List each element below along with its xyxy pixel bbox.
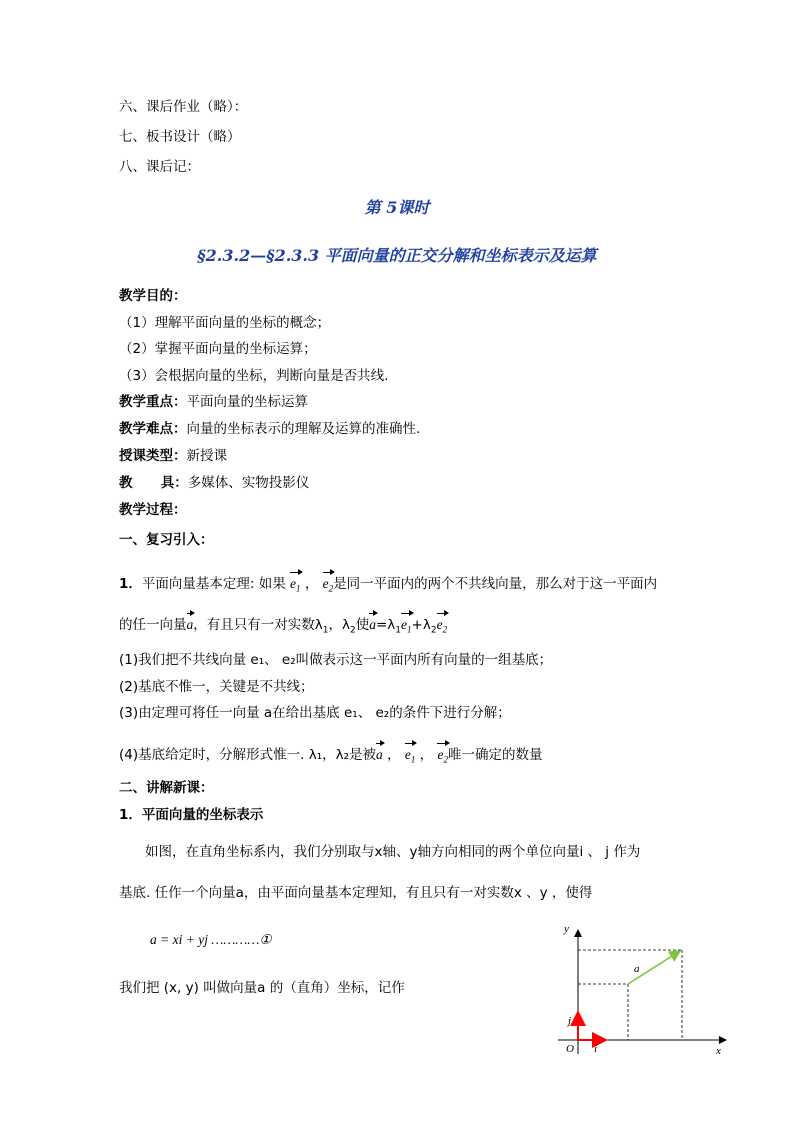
type-label: 授课类型： (119, 448, 187, 464)
paragraph-2: 基底. 任作一个向量a，由平面向量基本定理知，有且只有一对实数x 、y ，使得 (119, 885, 593, 901)
note-4-vector-a: a (376, 742, 383, 764)
lesson-title: 第 5课时 (364, 198, 430, 217)
new-lesson-heading: 二、讲解新课： (119, 780, 214, 796)
board-design-line: 七、板书设计（略） (119, 129, 241, 145)
difficult-line (119, 420, 420, 438)
objective-3: （3）会根据向量的坐标，判断向量是否共线. (119, 368, 389, 384)
theorem-mid: 是同一平面内的两个不共线向量，那么对于这一平面内 (333, 576, 658, 592)
vector-e1-eq: $e_1$ (401, 612, 412, 639)
formula-1: a = xi + yj …………① (150, 932, 272, 947)
theorem-line-2: 的任一向量a，有且只有一对实数$\lambda_1$，$\lambda_2$使$a=\lambda_1e_1+\lambda_2e_2$ (119, 612, 447, 640)
theorem-number: 1． (119, 576, 142, 592)
theorem-line2-lead: 的任一向量 (119, 617, 187, 633)
note-4-tail: 唯一确定的数量 (447, 747, 543, 763)
vector-e2-eq: $e_2$ (437, 612, 448, 639)
type-line (119, 447, 227, 465)
lesson-subtitle: §2.3.2—§2.3.3 平面向量的正交分解和坐标表示及运算 (197, 246, 597, 265)
vector-e1: $e_1$ (290, 571, 301, 598)
review-heading: 一、复习引入： (119, 532, 214, 548)
after-class-line: 八、课后记： (119, 159, 200, 175)
theorem-line-1: 1．平面向量基本定理: 如果 $e_1$ ， $e_2$是同一平面内的两个不共线向量，那么对于这一平面内 (119, 571, 657, 598)
a-label: a (634, 963, 640, 975)
note-4: (4)基底给定时，分解形式惟一. λ₁，λ₂是被a ， $e_1$ ， $e_2$唯一确定的数量 (119, 742, 542, 769)
note-3: (3)由定理可将任一向量 a在给出基底 e₁、 e₂的条件下进行分解； (119, 705, 511, 721)
coordinate-figure (548, 920, 748, 1060)
tools-label: 教 具： (119, 475, 188, 491)
note-4-vector-e1: $e_1$ (405, 742, 416, 769)
tools-text: 多媒体、实物投影仪 (187, 475, 310, 491)
paragraph-1: 如图，在直角坐标系内，我们分别取与x轴、y轴方向相同的两个单位向量i 、 j 作为 (145, 844, 641, 860)
y-axis-label: y (564, 923, 569, 935)
note-4-lead: (4)基底给定时，分解形式惟一. λ₁，λ₂是被 (119, 747, 377, 763)
vector-e2: $e_2$ (323, 571, 334, 598)
process-label: 教学过程： (119, 502, 187, 518)
x-axis-label: x (716, 1045, 721, 1057)
vector-a-eq: a (369, 612, 376, 634)
objective-1: （1）理解平面向量的坐标的概念； (119, 315, 331, 331)
vector-a: a (187, 612, 194, 634)
theorem-line2-mid2: ，λ (328, 617, 350, 633)
key-points-label: 教学重点： (119, 394, 187, 410)
paragraph-3: 我们把 (x, y) 叫做向量a 的（直角）坐标，记作 (119, 980, 405, 996)
theorem-line2-eq: =λ (375, 617, 396, 633)
note-1: (1)我们把不共线向量 e₁、 e₂叫做表示这一平面内所有向量的一组基底； (119, 652, 553, 668)
tools-line (119, 474, 309, 492)
difficult-label: 教学难点： (119, 421, 187, 437)
origin-label: O (566, 1043, 574, 1055)
objectives-label: 教学目的： (119, 288, 187, 304)
key-points-text: 平面向量的坐标运算 (186, 394, 308, 410)
difficult-text: 向量的坐标表示的理解及运算的准确性. (186, 421, 421, 437)
i-label: i (594, 1043, 598, 1055)
theorem-line2-plus: +λ (411, 617, 431, 633)
key-points-line (119, 393, 308, 411)
note-2: (2)基底不惟一，关键是不共线； (119, 679, 314, 695)
theorem-line2-use: 使 (355, 617, 370, 633)
homework-line: 六、课后作业（略）： (119, 99, 248, 115)
objective-2: （2）掌握平面向量的坐标运算； (119, 341, 317, 357)
note-4-vector-e2: $e_2$ (437, 742, 448, 769)
type-text: 新授课 (186, 448, 227, 464)
section-1-heading: 1．平面向量的坐标表示 (119, 807, 264, 823)
theorem-line2-mid: ，有且只有一对实数λ (193, 617, 323, 633)
j-label: j (568, 1015, 572, 1027)
theorem-lead: 平面向量基本定理: 如果 (141, 576, 286, 592)
